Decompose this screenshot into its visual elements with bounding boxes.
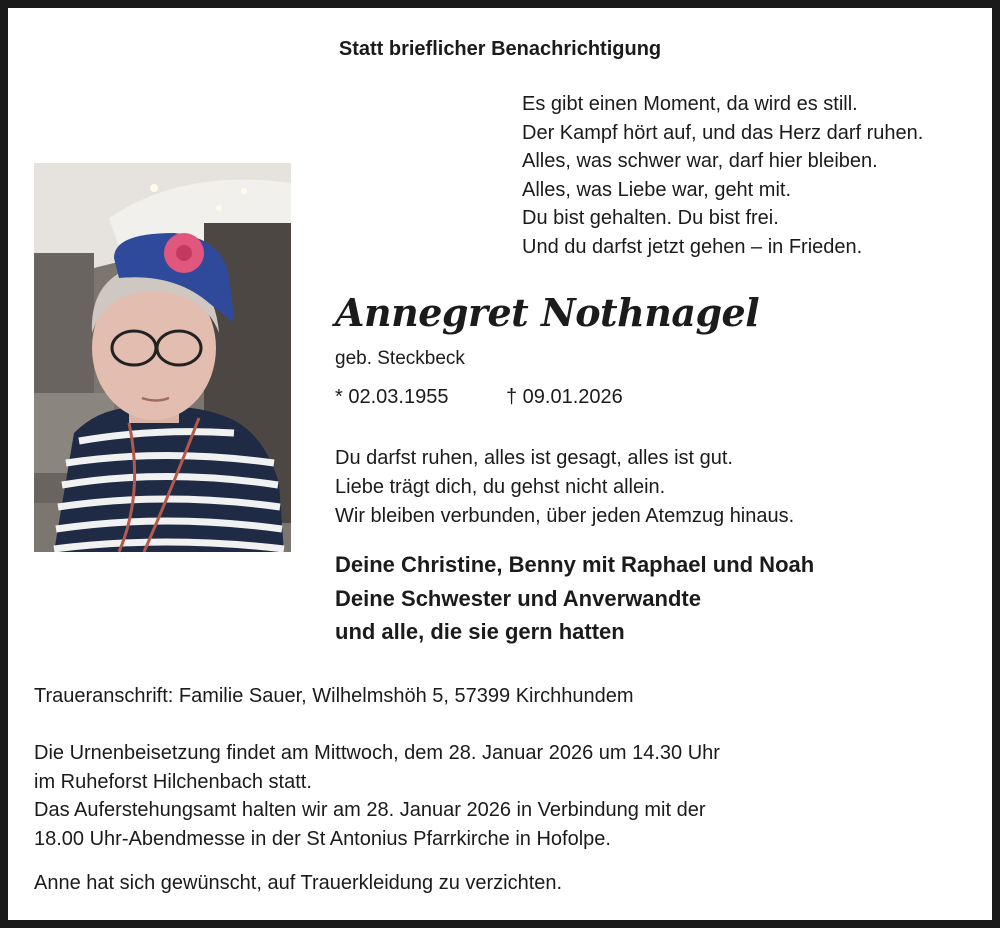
death-date: † 09.01.2026 (506, 386, 623, 408)
poem (522, 90, 923, 262)
verse-line: Liebe trägt dich, du gehst nicht allein. (335, 476, 666, 498)
mourner-line: Deine Christine, Benny mit Raphael und Noah (335, 552, 815, 577)
mourner-line: und alle, die sie gern hatten (335, 619, 625, 644)
service-line: 18.00 Uhr-Abendmesse in der St Antonius Pfarrkirche in Hofolpe. (34, 828, 611, 851)
service-details (34, 739, 720, 854)
poem-line: Alles, was Liebe war, geht mit. (522, 178, 792, 201)
mourner-line: Deine Schwester und Anverwandte (335, 585, 701, 611)
dress-code-note: Anne hat sich gewünscht, auf Trauerkleidung zu verzichten. (34, 872, 563, 894)
poem-line: Es gibt einen Moment, da wird es still. (522, 93, 858, 115)
farewell-verse (335, 444, 794, 531)
poem-line: Der Kampf hört auf, und das Herz darf ruhen. (522, 121, 924, 144)
service-line: Das Auferstehungsamt halten wir am 28. Januar 2026 in Verbindung mit der (34, 799, 706, 822)
poem-line: Du bist gehalten. Du bist frei. (522, 207, 779, 230)
deceased-name: Annegret Nothnagel (335, 290, 760, 335)
portrait-photo (34, 163, 291, 552)
notice-heading: Statt brieflicher Benachrichtigung (338, 38, 662, 60)
maiden-name: geb. Steckbeck (335, 348, 465, 369)
obituary-card (8, 8, 992, 920)
birth-date: * 02.03.1955 (335, 386, 449, 408)
verse-line: Du darfst ruhen, alles ist gesagt, alles ist gut. (335, 447, 733, 469)
service-line: im Ruheforst Hilchenbach statt. (34, 770, 312, 793)
poem-line: Alles, was schwer war, darf hier bleiben. (522, 150, 878, 173)
mourning-address: Traueranschrift: Familie Sauer, Wilhelmshöh 5, 57399 Kirchhundem (34, 685, 634, 707)
poem-line: Und du darfst jetzt gehen – in Frieden. (522, 235, 863, 258)
mourners (335, 548, 814, 649)
verse-line: Wir bleiben verbunden, über jeden Atemzug hinaus. (335, 505, 795, 527)
service-line: Die Urnenbeisetzung findet am Mittwoch, dem 28. Januar 2026 um 14.30 Uhr (34, 742, 720, 764)
